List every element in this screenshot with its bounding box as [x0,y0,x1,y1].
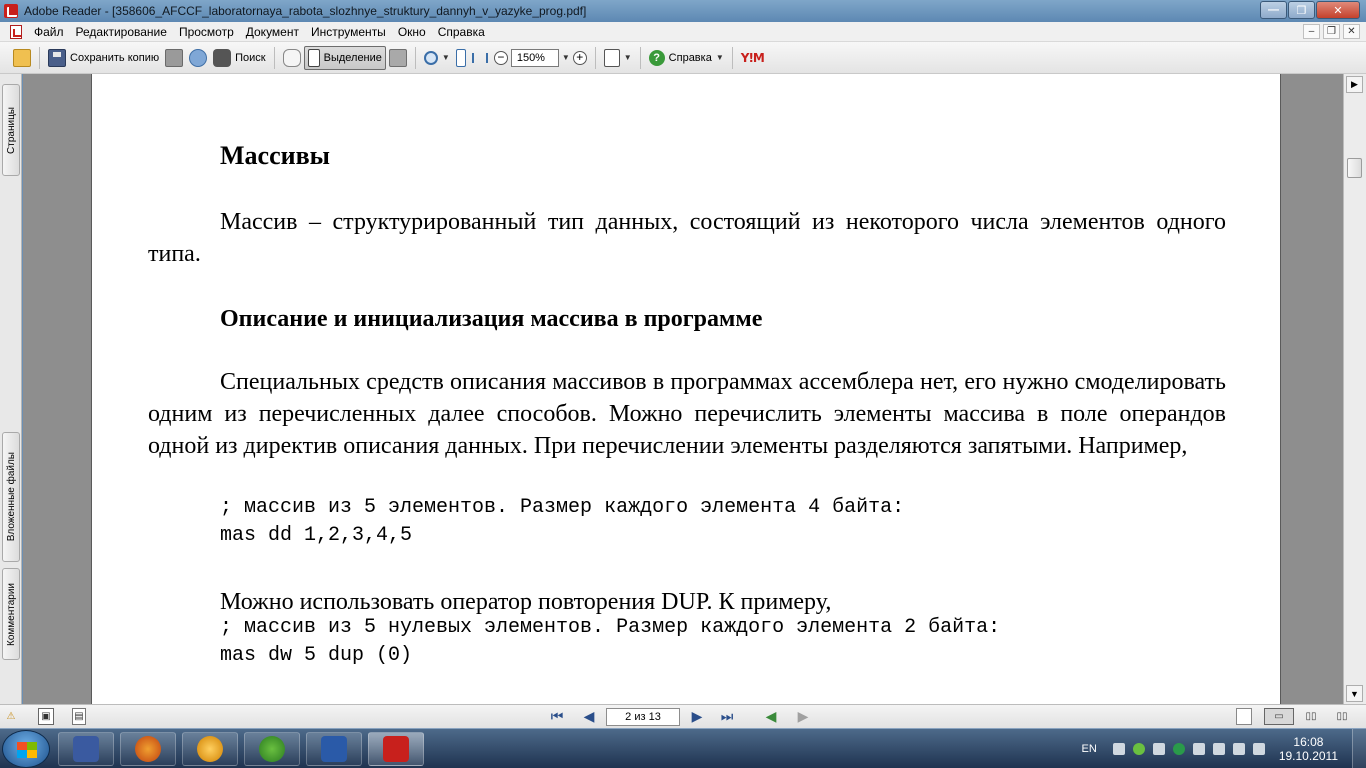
utorrent-tray-icon[interactable] [1133,743,1145,755]
camera-icon [389,49,407,67]
toolbar-separator [732,47,733,69]
menu-tools[interactable]: Инструменты [310,24,386,39]
menu-bar [0,22,1366,42]
scroll-up-button[interactable]: ▶ [1346,76,1363,93]
navigation-panel [0,74,22,704]
next-page-button[interactable]: ▶ [691,708,703,724]
toolbar [0,42,1366,74]
minimize-button[interactable]: — [1260,1,1287,19]
tab-comments[interactable] [2,568,20,660]
text-cursor-icon [308,49,320,67]
continuous-layout-icon[interactable]: ▭ [1264,708,1294,725]
doc-restore-button[interactable]: ❐ [1323,24,1340,39]
volume-tray-icon[interactable] [1253,743,1265,755]
tab-attachments-label: Вложенные файлы [5,452,17,542]
hand-tool-button[interactable] [280,46,304,70]
fit-page-icon [456,49,466,67]
binoculars-icon [213,49,231,67]
last-page-button[interactable]: ⏭ [720,708,734,724]
page-number-field[interactable]: 2 из 13 [606,708,680,726]
magnifier-icon [424,51,438,65]
maximize-button[interactable]: ❐ [1288,1,1315,19]
scrollbar-thumb[interactable] [1347,158,1362,178]
save-copy-button[interactable] [45,46,162,70]
zoom-tool-button[interactable] [421,46,453,70]
clock[interactable] [1279,735,1338,763]
open-button[interactable] [10,46,34,70]
adobe-reader-taskbar-icon [383,736,409,762]
zoom-dropdown-icon[interactable]: ▼ [561,53,570,62]
scroll-down-button[interactable]: ▼ [1346,685,1363,702]
single-page-layout-icon[interactable] [1236,708,1252,725]
paragraph-dup: Можно использовать оператор повторения DUP. К примеру, [220,589,832,615]
toolbar-separator [415,47,416,69]
tab-attachments[interactable] [2,432,20,562]
go-forward-button[interactable]: ▶ [797,708,809,724]
vertical-scrollbar[interactable] [1343,74,1366,704]
document-page[interactable] [91,74,1281,704]
fit-page-button[interactable] [453,46,469,70]
clock-date: 19.10.2011 [1278,749,1338,763]
taskbar-app-adobe-reader[interactable] [368,732,424,766]
folder-icon [13,49,31,67]
select-tool-button[interactable] [304,46,386,70]
menu-window[interactable]: Окно [397,24,426,39]
toolbar-separator [640,47,641,69]
document-viewport[interactable] [23,74,1343,704]
menu-document[interactable]: Документ [245,24,299,39]
menu-view[interactable]: Просмотр [178,24,234,39]
page-view-icon[interactable]: ▤ [72,708,86,725]
battery-tray-icon[interactable] [1213,743,1225,755]
page-heading: Массивы [220,141,330,170]
email-icon [189,49,207,67]
toolbar-separator [39,47,40,69]
facing-layout-icon[interactable]: ▯▯ [1305,711,1317,722]
taskbar-app-aimp[interactable] [182,732,238,766]
taskbar-app-utorrent[interactable] [244,732,300,766]
chevron-down-icon: ▼ [715,53,724,62]
search-label: Поиск [235,51,266,64]
taskbar-app-save[interactable] [58,732,114,766]
code-line: mas dw 5 dup (0) [220,644,413,667]
tab-comments-label: Комментарии [5,582,17,646]
chevron-down-icon: ▼ [441,53,450,62]
paragraph-description: Специальных средств описания массивов в программах ассемблера нет, его нужно смоделировать одним из перечисленных далее способов. Можно перечислить элементы массива в поле операндов одной из директив описания данных. При перечислении элементы разделяются запятыми. Например, [148,369,1226,459]
doc-close-button[interactable]: ✕ [1343,24,1360,39]
select-tool-label: Выделение [323,51,382,64]
print-button[interactable] [162,46,186,70]
go-back-button[interactable]: ◀ [765,708,777,724]
tab-pages-label: Страницы [5,106,17,154]
tab-pages[interactable] [2,84,20,176]
toolbar-separator [274,47,275,69]
language-indicator[interactable]: EN [1081,743,1097,755]
help-label: Справка [668,51,712,64]
code-line: ; массив из 5 элементов. Размер каждого элемента 4 байта: [220,496,905,519]
lock-icon: ⚠ [6,711,16,722]
page-subheading: Описание и инициализация массива в программе [220,306,763,332]
minus-icon: − [494,51,508,65]
help-button[interactable] [646,46,727,70]
aimp-icon [197,736,223,762]
code-line: mas dd 1,2,3,4,5 [220,524,413,547]
printer-icon [165,49,183,67]
window-title: Adobe Reader - [358606_AFCCF_laboratornaya_rabota_slozhnye_struktury_dannyh_v_yazyke_prog.pdf] [24,4,587,18]
firefox-icon [135,736,161,762]
show-desktop-button[interactable] [1352,729,1366,768]
page-size-icon[interactable]: ▣ [38,708,54,725]
close-button[interactable]: ✕ [1316,1,1360,19]
zoom-in-button[interactable] [570,46,590,70]
security-tray-icon[interactable] [1173,743,1185,755]
menu-edit[interactable]: Редактирование [75,24,167,39]
zoom-level-input[interactable]: 150% [511,49,559,67]
hand-icon [283,49,301,67]
menu-file[interactable]: Файл [34,24,64,39]
floppy-icon [48,49,66,67]
chevron-down-icon: ▼ [623,53,632,62]
taskbar-app-word[interactable] [306,732,362,766]
doc-minimize-button[interactable]: – [1303,24,1320,39]
yahoo-messenger-button[interactable] [738,46,767,70]
first-page-button[interactable]: ⏮ [550,708,564,724]
document-window-controls [1303,24,1360,39]
word-icon [321,736,347,762]
help-icon: ? [649,50,665,66]
window-titlebar [0,0,1366,22]
fit-width-icon [472,53,488,63]
status-bar [0,704,1366,728]
toolbar-separator [595,47,596,69]
device-tray-icon[interactable] [1193,743,1205,755]
zoom-out-button[interactable] [491,46,511,70]
page-display-button[interactable] [601,46,635,70]
fit-width-button[interactable] [469,46,491,70]
document-menu-icon[interactable] [10,25,22,39]
pages-icon [604,49,620,67]
windows-taskbar [0,728,1366,768]
search-button[interactable] [210,46,268,70]
paragraph-definition: Массив – структурированный тип данных, состоящий из некоторого числа элементов одного типа. [148,209,1226,267]
network-tray-icon[interactable] [1113,743,1125,755]
start-button[interactable] [2,730,50,768]
snapshot-button[interactable] [386,46,410,70]
clock-time: 16:08 [1293,735,1324,749]
taskbar-app-firefox[interactable] [120,732,176,766]
continuous-facing-layout-icon[interactable]: ▯▯ [1336,711,1348,722]
yahoo-messenger-icon: Y!M [740,50,764,65]
system-tray [1082,729,1366,768]
adobe-reader-icon [4,4,18,18]
window-controls [1260,1,1360,19]
code-line: ; массив из 5 нулевых элементов. Размер каждого элемента 2 байта: [220,616,1001,639]
utorrent-icon [259,736,285,762]
email-button[interactable] [186,46,210,70]
signal-tray-icon[interactable] [1233,743,1245,755]
previous-page-button[interactable]: ◀ [583,708,595,724]
floppy-app-icon [73,736,99,762]
menu-help[interactable]: Справка [437,24,485,39]
flag-tray-icon[interactable] [1153,743,1165,755]
plus-icon: + [573,51,587,65]
save-copy-label: Сохранить копию [70,51,160,64]
